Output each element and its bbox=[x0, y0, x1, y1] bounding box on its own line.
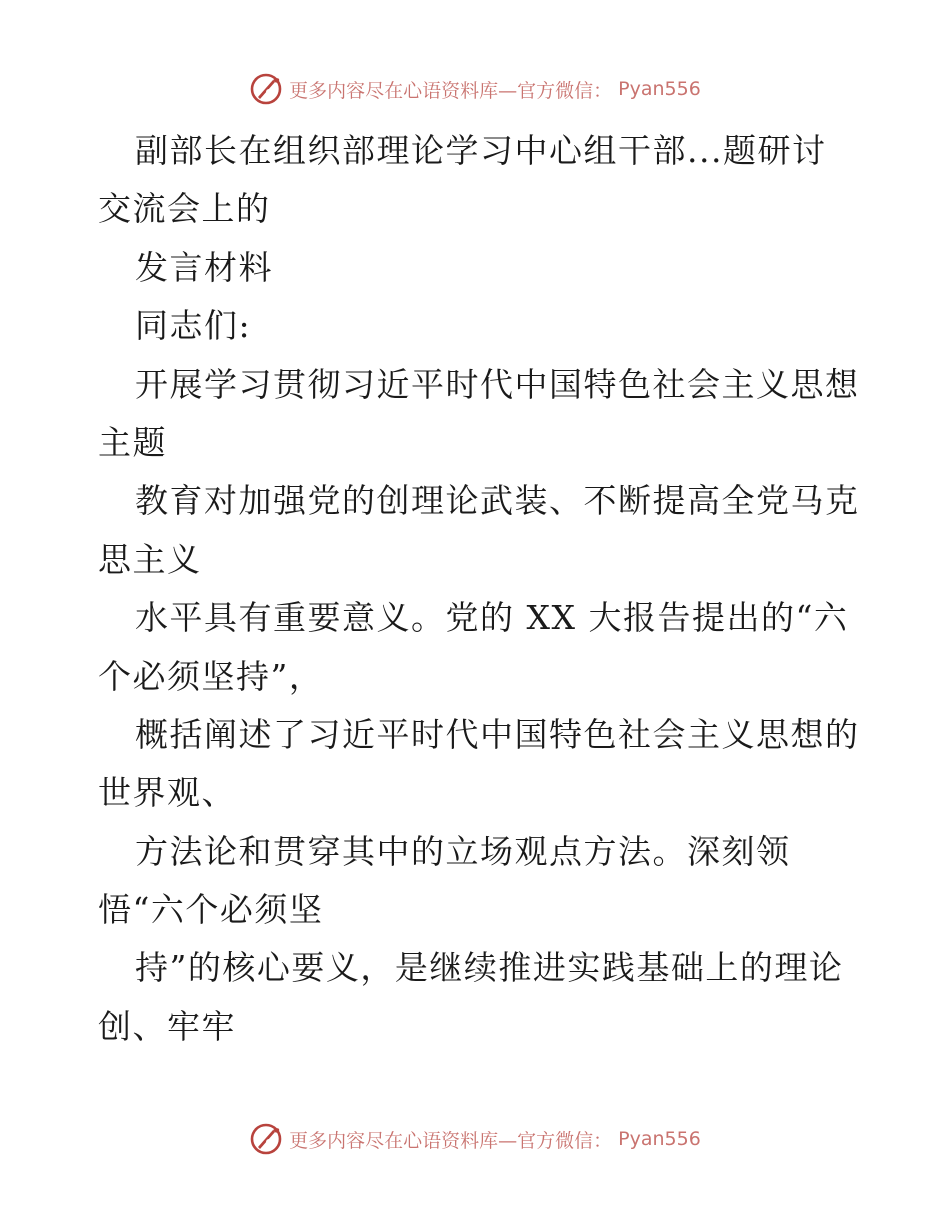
footer-watermark bbox=[0, 1122, 950, 1156]
text-line: 个必须坚持”， bbox=[98, 656, 324, 696]
text-line: 创、牢牢 bbox=[98, 1006, 236, 1046]
text-line: 发言材料 bbox=[135, 247, 273, 287]
document-body bbox=[98, 122, 858, 1056]
header-watermark-text: 更多内容尽在心语资料库—官方微信： bbox=[289, 79, 613, 102]
quill-pen-logo-icon bbox=[249, 72, 283, 106]
text-line: 思主义 bbox=[98, 539, 202, 579]
text-line: 开展学习贯彻习近平时代中国特色社会主义思想 bbox=[135, 364, 860, 404]
text-line: 持”的核心要义，是继续推进实践基础上的理论 bbox=[135, 948, 844, 988]
text-line: 教育对加强党的创理论武装、不断提高全党马克 bbox=[135, 481, 860, 521]
footer-watermark-wechat-id: Pyan556 bbox=[618, 1128, 701, 1150]
footer-watermark-text: 更多内容尽在心语资料库—官方微信： bbox=[289, 1129, 613, 1152]
text-line: 悟“六个必须坚 bbox=[98, 890, 324, 930]
text-line: 水平具有重要意义。党的 XX 大报告提出的“六 bbox=[135, 598, 849, 638]
text-line: 方法论和贯穿其中的立场观点方法。深刻领 bbox=[135, 831, 791, 871]
text-line: 主题 bbox=[98, 422, 167, 462]
header-watermark bbox=[0, 72, 950, 106]
text-line: 世界观、 bbox=[98, 773, 236, 813]
header-watermark-wechat-id: Pyan556 bbox=[618, 78, 701, 100]
text-line: 副部长在组织部理论学习中心组干部...题研讨 bbox=[135, 131, 827, 170]
text-line: 同志们: bbox=[135, 306, 252, 346]
text-line: 概括阐述了习近平时代中国特色社会主义思想的 bbox=[135, 714, 860, 754]
quill-pen-logo-icon bbox=[249, 1122, 283, 1156]
text-line: 交流会上的 bbox=[98, 189, 271, 229]
